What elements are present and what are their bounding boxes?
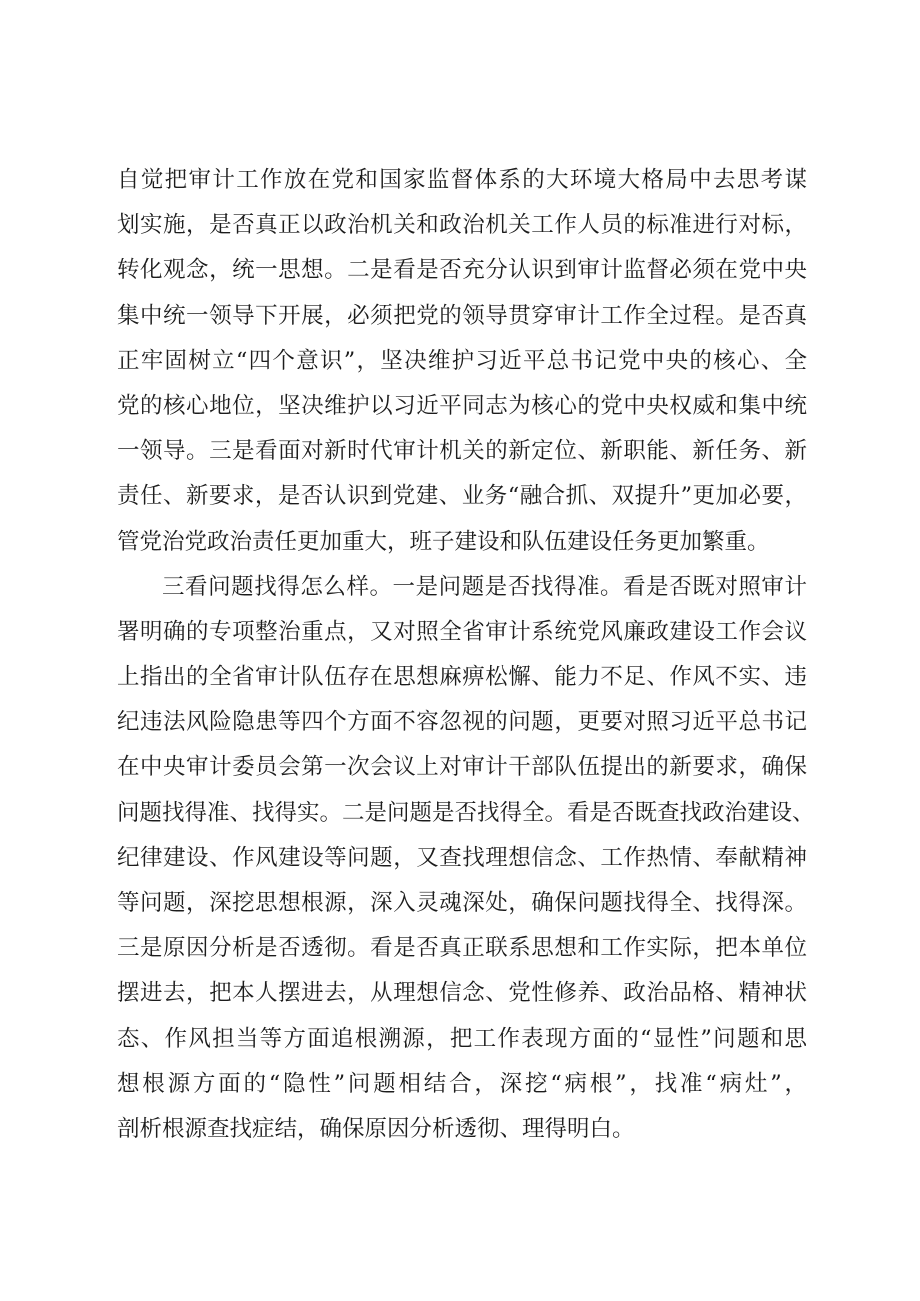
text-line: 责任、新要求，是否认识到党建、业务“融合抓、双提升”更加必要，	[117, 483, 807, 510]
text-line: 问题找得准、找得实。二是问题是否找得全。看是否既查找政治建设、	[117, 799, 815, 826]
text-line: 想根源方面的“隐性”问题相结合，深挖“病根”，找准“病灶”，	[117, 1070, 807, 1097]
text-line: 转化观念，统一思想。二是看是否充分认识到审计监督必须在党中央	[117, 257, 807, 284]
paragraph-2	[117, 565, 815, 1152]
text-line: 自觉把审计工作放在党和国家监督体系的大环境大格局中去思考谋	[117, 167, 807, 193]
document-body	[117, 158, 815, 1152]
text-line: 署明确的专项整治重点，又对照全省审计系统党风廉政建设工作会议	[117, 618, 807, 645]
text-line: 上指出的全省审计队伍存在思想麻痹松懈、能力不足、作风不实、违	[117, 664, 807, 691]
text-line: 在中央审计委员会第一次会议上对审计干部队伍提出的新要求，确保	[117, 754, 807, 781]
text-line: 三是原因分析是否透彻。看是否真正联系思想和工作实际，把本单位	[117, 935, 807, 962]
text-line: 等问题，深挖思想根源，深入灵魂深处，确保问题找得全、找得深。	[117, 890, 807, 916]
paragraph-1	[117, 158, 807, 565]
text-line: 态、作风担当等方面追根溯源，把工作表现方面的“显性”问题和思	[117, 1025, 807, 1052]
text-line: 划实施，是否真正以政治机关和政治机关工作人员的标准进行对标，	[117, 212, 807, 239]
text-line: 纪律建设、作风建设等问题，又查找理想信念、工作热情、奉献精神	[117, 844, 807, 871]
text-line: 一领导。三是看面对新时代审计机关的新定位、新职能、新任务、新	[117, 438, 807, 465]
text-line: 剖析根源查找症结，确保原因分析透彻、理得明白。	[117, 1115, 635, 1142]
text-line: 管党治党政治责任更加重大，班子建设和队伍建设任务更加繁重。	[117, 528, 770, 555]
text-line: 三看问题找得怎么样。一是问题是否找得准。看是否既对照审计	[162, 573, 807, 600]
text-line: 纪违法风险隐患等四个方面不容忽视的问题，更要对照习近平总书记	[117, 709, 807, 736]
text-line: 摆进去，把本人摆进去，从理想信念、党性修养、政治品格、精神状	[117, 980, 807, 1007]
text-line: 正牢固树立“四个意识”，坚决维护习近平总书记党中央的核心、全	[117, 347, 807, 374]
text-line: 集中统一领导下开展，必须把党的领导贯穿审计工作全过程。是否真	[117, 302, 807, 329]
text-line: 党的核心地位，坚决维护以习近平同志为核心的党中央权威和集中统	[117, 392, 807, 419]
